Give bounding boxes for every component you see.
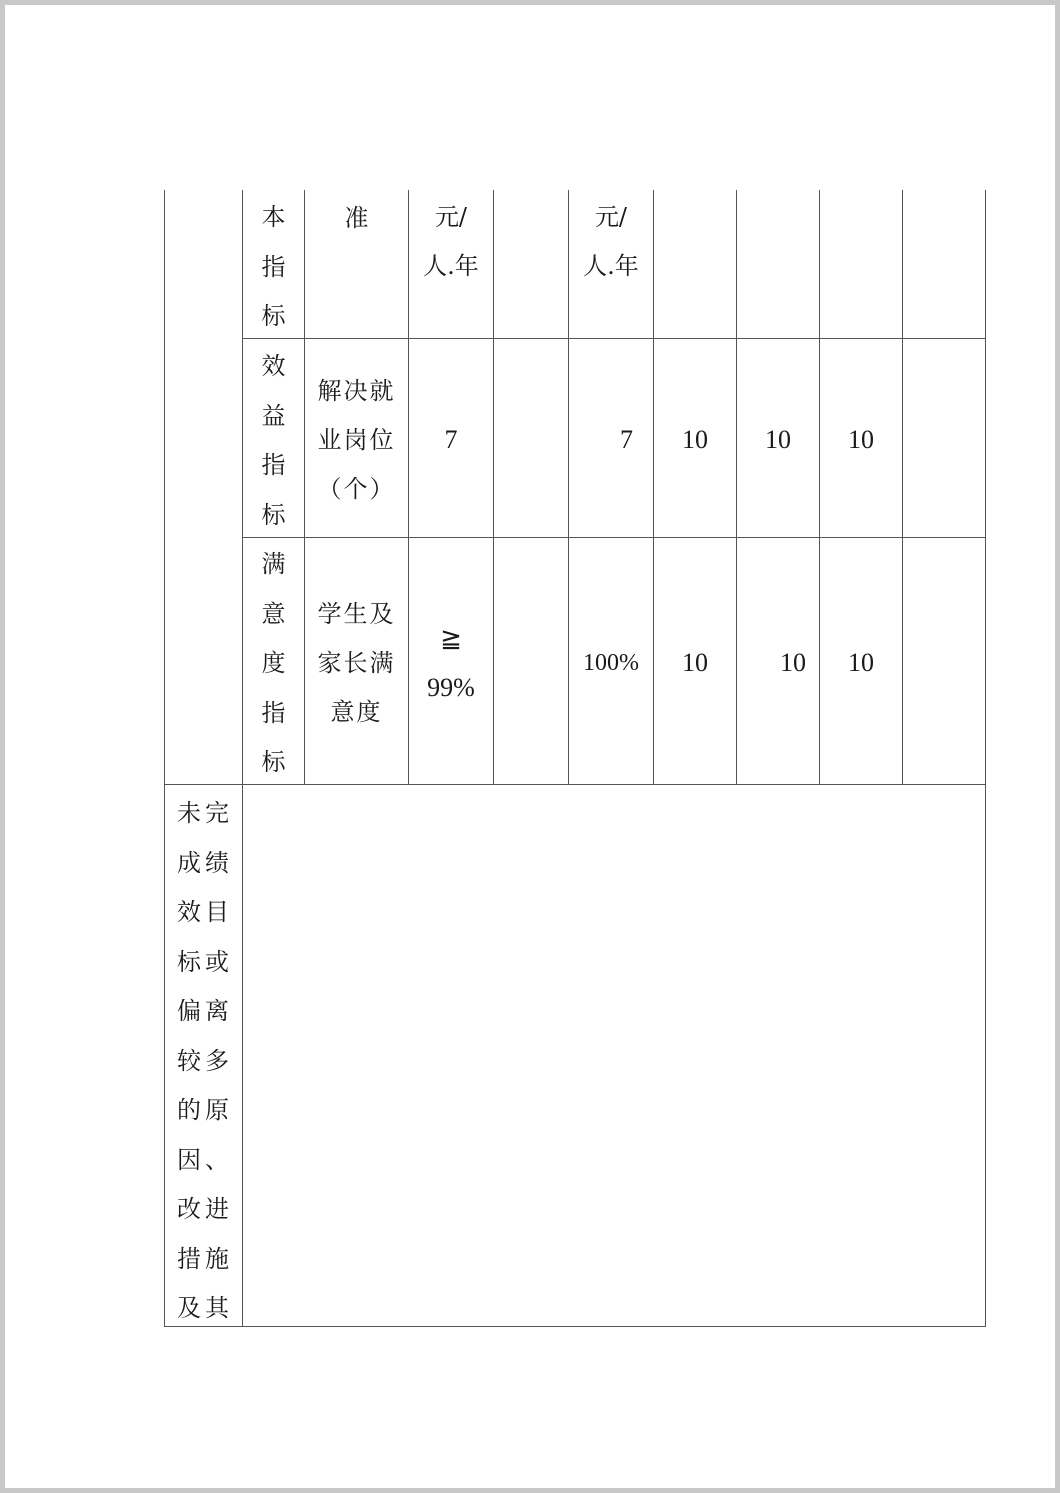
row-3-target-line2: 99%: [427, 673, 475, 702]
row-2-actual: 7: [620, 425, 633, 454]
row-3-actual: 100%: [583, 649, 639, 676]
row-1-indicator: 准: [344, 204, 369, 232]
row-2-indicator-cell: [305, 339, 408, 537]
row-3-col8: 10: [780, 648, 806, 677]
reason-content-cell[interactable]: [243, 785, 985, 1326]
grid-line: [164, 1326, 985, 1327]
grid-line: [493, 190, 494, 784]
row-3-col9: 10: [848, 648, 874, 677]
row-1-actual-line1: 元/: [594, 203, 628, 231]
row-1-indicator-cell: [305, 190, 408, 338]
row-2-col8: 10: [765, 425, 791, 454]
row-1-target-line2: 人.年: [423, 252, 479, 280]
row-2-category-cell: [243, 339, 304, 537]
row-2-col9: 10: [848, 425, 874, 454]
row-3-indicator-cell: [305, 538, 408, 784]
row-2-indicator: 解决就业岗位（个）: [317, 376, 396, 503]
row-1-category-cell: [243, 190, 304, 338]
row-3-category-cell: [243, 538, 304, 784]
row-3-col7: 10: [682, 648, 708, 677]
grid-line: [164, 190, 165, 1327]
row-1-category: 本指标: [261, 203, 286, 330]
row-3-target-line1: ≧: [440, 624, 462, 653]
grid-line: [985, 190, 986, 1327]
row-2-target: 7: [444, 425, 458, 454]
row-1-actual-cell: [569, 190, 653, 338]
row-3-indicator: 学生及家长满意度: [317, 599, 396, 726]
row-1-target-line1: 元/: [434, 203, 468, 231]
row-3-target-cell: [409, 538, 493, 784]
grid-line: [902, 190, 903, 784]
row-1-actual-line2: 人.年: [583, 252, 639, 280]
row-1-target-cell: [409, 190, 493, 338]
row-2-category: 效益指标: [261, 352, 286, 529]
reason-label: 未完成绩效目标或偏离较多的原因、改进措施及其: [177, 799, 233, 1322]
row-2-col7: 10: [682, 425, 708, 454]
row-3-category: 满意度指标: [261, 550, 286, 776]
